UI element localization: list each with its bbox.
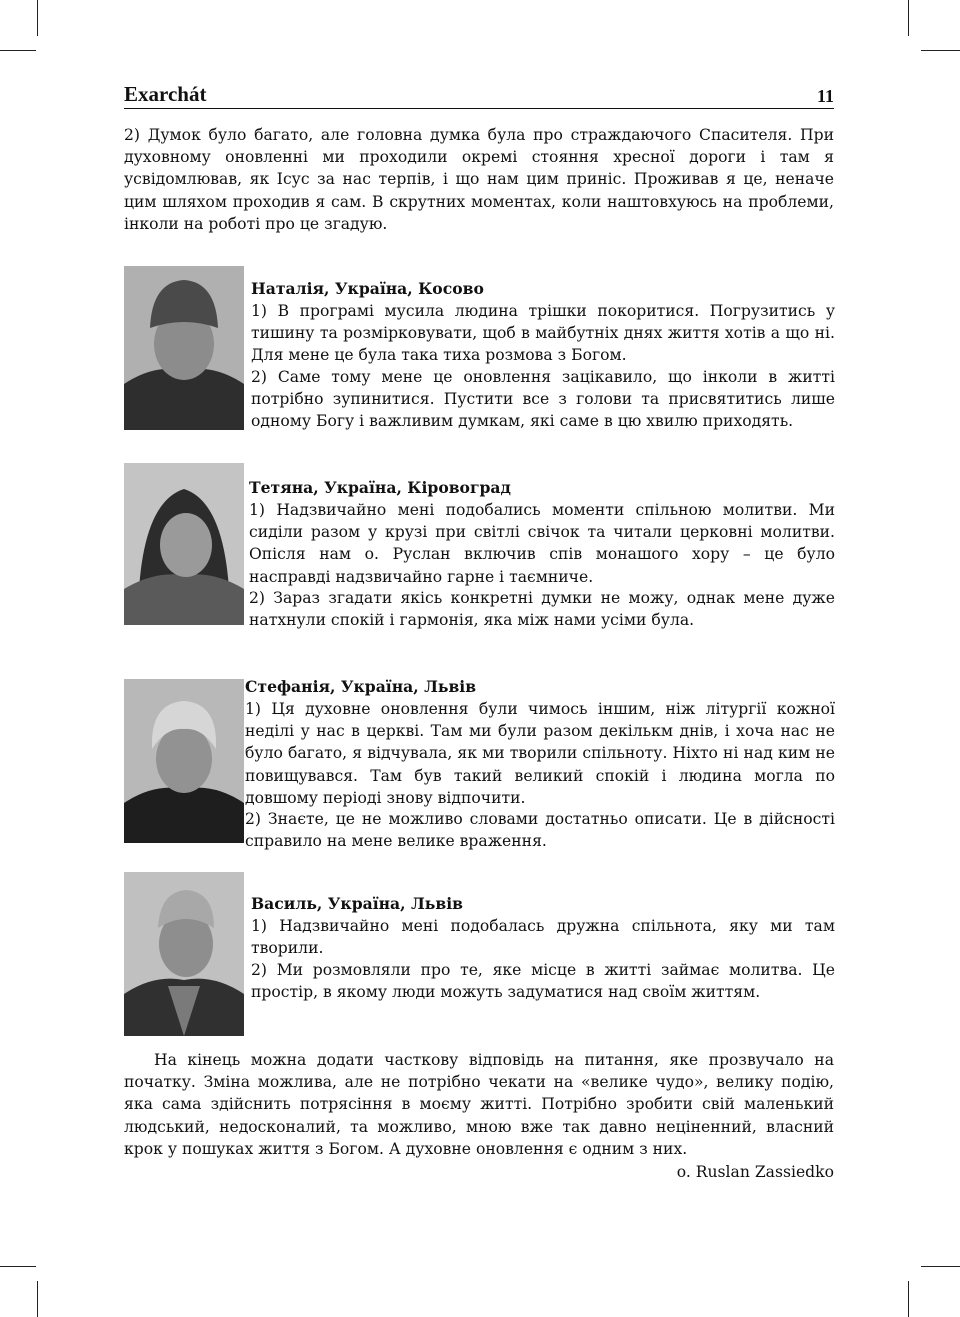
testimonial-answer: 2) Зараз згадати якісь конкретні думки не можу, однак мене дуже натхнули спокій і гармонія, яка між нами усіми була.	[249, 589, 835, 630]
running-header	[124, 82, 834, 109]
crop-mark	[921, 50, 960, 51]
testimonial-answer: 2) Саме тому мене це оновлення зацікавило, що інколи в житті потрібно зупинитися. Пустити все з голови та присвятитись лише одному Богу і важливим думкам, які саме в цю хвилю приходять.	[251, 368, 835, 431]
person-name: Василь, Україна, Львів	[251, 894, 463, 913]
person-name: Стефанія, Україна, Львів	[245, 677, 477, 696]
person-name: Наталія, Україна, Косово	[251, 279, 484, 298]
crop-mark	[921, 1266, 960, 1267]
closing-paragraph	[124, 1049, 834, 1160]
testimonial-answer: 2) Знаєте, це не можливо словами достатньо описати. Це в дійсності справило на мене велике враження.	[245, 810, 835, 851]
crop-mark	[37, 1281, 38, 1317]
portrait-photo	[124, 872, 244, 1036]
crop-mark	[37, 0, 38, 36]
crop-mark	[0, 50, 36, 51]
crop-mark	[908, 0, 909, 36]
crop-mark	[908, 1281, 909, 1317]
person-name: Тетяна, Україна, Кіровоград	[249, 478, 511, 497]
header-title: Exarchát	[124, 82, 207, 106]
testimonial-name	[251, 278, 835, 300]
portrait-photo	[124, 266, 244, 430]
page-number: 11	[816, 86, 834, 106]
testimonial-name	[249, 477, 835, 499]
testimonial-answer: 1) В програмі мусила людина трішки покоритися. Погрузитись у тишину та розмірковувати, щоб в майбутніх днях життя хотів а що ні. Для мене це була така тиха розмова з Богом.	[251, 302, 835, 365]
intro-paragraph: 2) Думок було багато, але головна думка була про страждаючого Спасителя. При духовному оновленні ми проходили окремі стояння хресної дороги і там я усвідомлював, як Ісус за нас терпів, і що нам цим приніс. Проживав я це, неначе цим шляхом проходив я сам. В скрутних моментах, коли наштовхуюсь на проблеми, інколи на роботі про це згадую.	[124, 126, 834, 233]
author-signature: o. Ruslan Zassiedko	[676, 1163, 834, 1181]
testimonial-answer: 1) Надзвичайно мені подобались моменти спільною молитви. Ми сиділи разом у крузі при світлі свічок та читали церковні молитви. Опісля нам о. Руслан включив спів монашого хору – це було насправді надзвичайно гарне і таємниче.	[249, 501, 835, 586]
testimonial-answer: 1) Ця духовне оновлення були чимось іншим, ніж літургії кожної неділі у нас в церкві. Там ми були разом декількм днів, і хоча нас не було багато, я відчувала, як ми творили спільноту. Ніхто ні над ким не повищувався. Там був такий великий спокій і людина могла по довшому періоді знову відпочити.	[245, 700, 835, 807]
testimonial-name	[245, 676, 835, 698]
testimonial-name	[251, 893, 835, 915]
portrait-photo	[124, 679, 244, 843]
testimonial-answer: 2) Ми розмовляли про те, яке місце в житті займає молитва. Це простір, в якому люди можуть задуматися над своїм життям.	[251, 961, 835, 1002]
crop-mark	[0, 1266, 36, 1267]
testimonial-answer: 1) Надзвичайно мені подобалась дружна спільнота, яку ми там творили.	[251, 917, 835, 958]
closing-text: На кінець можна додати часткову відповідь на питання, яке прозвучало на початку. Зміна можлива, але не потрібно чекати на «велике чудо», велику подію, яка сама здійснить потрясіння в моєму житті. Потрібно зробити свій маленький людський, недосконалий, та можливо, мною вже так давно неціненний, власний крок у пошуках життя з Богом. А духовне оновлення є одним з них.	[124, 1051, 834, 1158]
portrait-photo	[124, 463, 244, 625]
